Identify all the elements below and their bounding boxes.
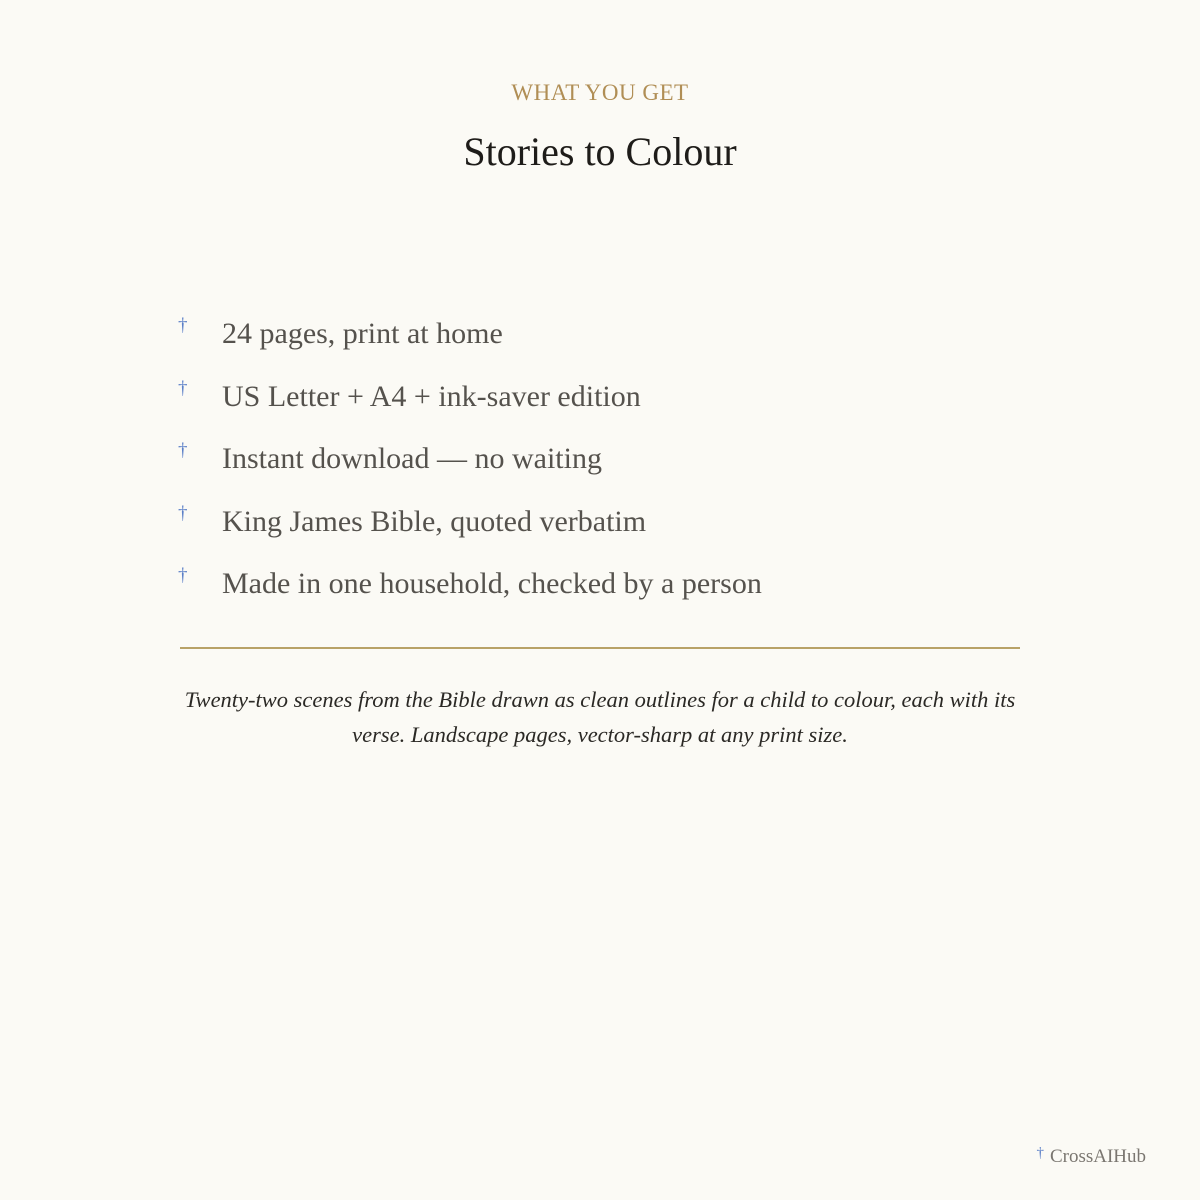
feature-text: Made in one household, checked by a person <box>222 567 762 600</box>
cross-icon: † <box>178 440 188 461</box>
cross-icon: † <box>178 502 188 524</box>
feature-item <box>178 562 1028 625</box>
feature-item <box>178 437 1028 500</box>
divider <box>180 647 1020 649</box>
feature-text: US Letter + A4 + ink-saver edition <box>222 379 641 413</box>
cross-icon: † <box>1036 1145 1044 1161</box>
eyebrow-label: WHAT YOU GET <box>511 80 689 105</box>
feature-item <box>178 375 1028 438</box>
brand-mark <box>1036 1144 1146 1170</box>
page-title: Stories to Colour <box>463 129 737 174</box>
feature-text: King James Bible, quoted verbatim <box>222 504 647 538</box>
feature-text: 24 pages, print at home <box>222 317 503 350</box>
cross-icon: † <box>178 565 188 586</box>
feature-item <box>178 500 1028 563</box>
brand-name: CrossAIHub <box>1049 1146 1146 1167</box>
cross-icon: † <box>178 315 188 336</box>
feature-text: Instant download — no waiting <box>222 442 602 475</box>
feature-item <box>178 312 1028 375</box>
feature-list <box>178 312 1028 625</box>
cross-icon: † <box>178 377 188 399</box>
product-description: Twenty-two scenes from the Bible drawn as clean outlines for a child to colour, each with its verse. Landscape pages, vector-sharp at any print size. <box>184 687 1016 747</box>
